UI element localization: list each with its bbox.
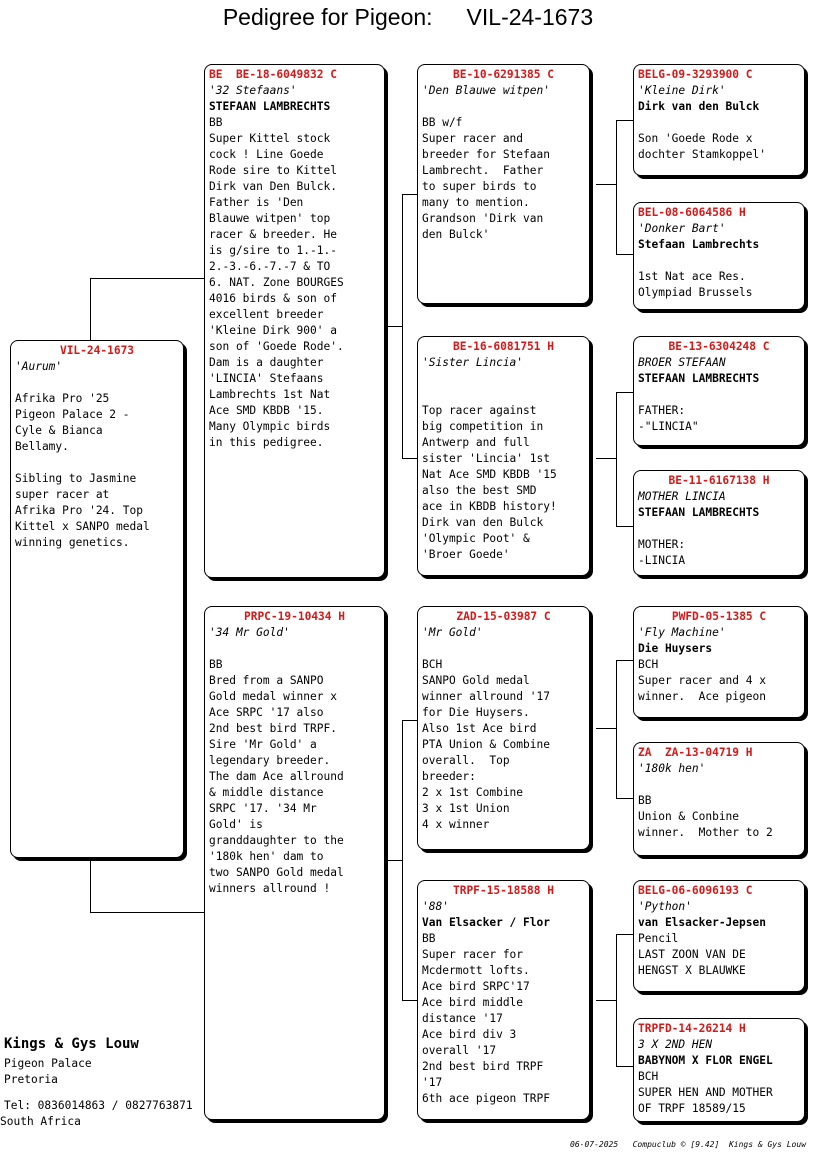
pigeon-name: 'Mr Gold' xyxy=(422,626,483,639)
connector xyxy=(90,858,91,912)
connector xyxy=(402,1000,418,1001)
connector xyxy=(616,660,617,798)
connector xyxy=(596,1000,616,1001)
sire-sire-card xyxy=(417,64,590,304)
sire-card xyxy=(204,64,385,578)
ring-number: BE-13-6304248 C xyxy=(668,340,770,353)
breeder-name: STEFAAN LAMBRECHTS xyxy=(209,100,331,113)
connector xyxy=(596,184,616,185)
sdd-card xyxy=(633,470,805,576)
owner-phone: Tel: 0836014863 / 0827763871 xyxy=(4,1099,193,1112)
dam-card xyxy=(204,606,385,1120)
pigeon-notes: Son 'Goede Rode x dochter Stamkoppel' xyxy=(638,132,766,161)
pigeon-name: 'Aurum' xyxy=(15,360,63,373)
connector xyxy=(385,326,403,327)
ring-number: VIL-24-1673 xyxy=(59,344,135,357)
ddd-card xyxy=(633,1018,805,1122)
pigeon-name: '88' xyxy=(422,900,449,913)
connector xyxy=(616,934,634,935)
owner-info xyxy=(0,1034,193,1130)
connector xyxy=(616,392,617,526)
breeder-name: Die Huysers xyxy=(638,642,713,655)
sds-card xyxy=(633,336,805,446)
connector xyxy=(616,254,634,255)
ring-number: ZA ZA-13-04719 H xyxy=(638,746,753,759)
connector xyxy=(402,458,418,459)
title-label: Pedigree for Pigeon: xyxy=(222,4,433,30)
pigeon-notes: BB Union & Conbine winner. Mother to 2 xyxy=(638,794,773,839)
pigeon-name: 'Sister Lincia' xyxy=(422,356,524,369)
breeder-name: BABYNOM X FLOR ENGEL xyxy=(638,1054,773,1067)
connector xyxy=(90,278,204,279)
page-title xyxy=(0,4,816,31)
pigeon-notes: Pencil LAST ZOON VAN DE HENGST X BLAUWKE xyxy=(638,932,746,977)
connector xyxy=(402,720,403,1000)
ring-number: TRPFD-14-26214 H xyxy=(638,1022,746,1035)
connector xyxy=(616,1066,634,1067)
pigeon-name: 'Donker Bart' xyxy=(638,222,726,235)
breeder-name: STEFAAN LAMBRECHTS xyxy=(638,372,760,385)
dds-card xyxy=(633,880,805,992)
pigeon-name: 'Python' xyxy=(638,900,692,913)
pigeon-notes: MOTHER: -LINCIA xyxy=(638,538,686,567)
pigeon-notes: 1st Nat ace Res. Olympiad Brussels xyxy=(638,270,753,299)
pigeon-notes: BCH SUPER HEN AND MOTHER OF TRPF 18589/15 xyxy=(638,1070,773,1115)
pigeon-name: 'Kleine Dirk' xyxy=(638,84,726,97)
pigeon-name: 'Fly Machine' xyxy=(638,626,726,639)
connector xyxy=(616,120,634,121)
owner-name: Kings & Gys Louw xyxy=(4,1036,139,1052)
ring-number: ZAD-15-03987 C xyxy=(456,610,551,623)
breeder-name: Stefaan Lambrechts xyxy=(638,238,760,251)
dsd-card xyxy=(633,742,805,856)
connector xyxy=(385,860,403,861)
pigeon-notes: BCH Super racer and 4 x winner. Ace pigeon xyxy=(638,658,766,703)
ring-number: BELG-09-3293900 C xyxy=(638,68,753,81)
connector xyxy=(616,120,617,254)
pigeon-notes: Top racer against big competition in Antwerp and full sister 'Lincia' 1st Nat Ace SMD KBDB '15 also the best SMD ace in KBDB history! Dirk van den Bulck 'Olympic Poot' & 'Broer Goede' xyxy=(422,404,557,561)
connector xyxy=(402,720,418,721)
ring-number: BE BE-18-6049832 C xyxy=(209,68,337,81)
pigeon-name: 'Den Blauwe witpen' xyxy=(422,84,550,97)
title-ring: VIL-24-1673 xyxy=(466,4,594,30)
breeder-name: STEFAAN LAMBRECHTS xyxy=(638,506,760,519)
connector xyxy=(596,458,616,459)
dam-dam-card xyxy=(417,880,590,1120)
connector xyxy=(616,798,634,799)
pigeon-notes: BCH SANPO Gold medal winner allround '17 for Die Huysers. Also 1st Ace bird PTA Union & Combine overall. Top breeder: 2 x 1st Combine 3 x 1st Union 4 x winner xyxy=(422,658,550,831)
connector xyxy=(90,278,91,340)
connector xyxy=(596,728,616,729)
footer-credit: 06-07-2025 Compuclub © [9.42] Kings & Gys Louw xyxy=(570,1140,807,1149)
pigeon-notes: BB Bred from a SANPO Gold medal winner x Ace SRPC '17 also 2nd best bird TRPF. Sire 'Mr Gold' a legendary breeder. The dam Ace allround & middle distance SRPC '17. '34 Mr Gold' is granddaughter to the '180k hen' dam to two SANPO Gold medal winners allround ! xyxy=(209,658,344,895)
connector xyxy=(616,934,617,1066)
owner-city: Pretoria xyxy=(4,1073,58,1086)
subject-card xyxy=(10,340,184,858)
pigeon-notes: BB w/f Super racer and breeder for Stefaan Lambrecht. Father to super birds to many to mention. Grandson 'Dirk van den Bulck' xyxy=(422,116,550,241)
ring-number: BE-11-6167138 H xyxy=(668,474,770,487)
dam-sire-card xyxy=(417,606,590,850)
breeder-name: Van Elsacker / Flor xyxy=(422,916,550,929)
connector xyxy=(616,392,634,393)
owner-country: South Africa xyxy=(0,1115,81,1128)
pigeon-notes: Afrika Pro '25 Pigeon Palace 2 - Cyle & Bianca Bellamy. Sibling to Jasmine super racer at Afrika Pro '24. Top Kittel x SANPO medal winning genetics. xyxy=(15,392,150,549)
ring-number: BE-16-6081751 H xyxy=(452,340,555,353)
loft-name: Pigeon Palace xyxy=(4,1057,92,1070)
dss-card xyxy=(633,606,805,718)
pigeon-name: 3 X 2ND HEN xyxy=(638,1038,713,1051)
sire-dam-card xyxy=(417,336,590,576)
breeder-name: van Elsacker-Jepsen xyxy=(638,916,766,929)
ring-number: PWFD-05-1385 C xyxy=(671,610,767,623)
connector xyxy=(616,526,634,527)
pigeon-notes: FATHER: -"LINCIA" xyxy=(638,404,699,433)
connector xyxy=(616,660,634,661)
ring-number: BEL-08-6064586 H xyxy=(638,206,746,219)
ring-number: TRPF-15-18588 H xyxy=(452,884,555,897)
ring-number: BE-10-6291385 C xyxy=(452,68,555,81)
connector xyxy=(402,194,418,195)
pigeon-notes: BB Super racer for Mcdermott lofts. Ace bird SRPC'17 Ace bird middle distance '17 Ace bird div 3 overall '17 2nd best bird TRPF '17 6th ace pigeon TRPF xyxy=(422,932,550,1105)
sss-card xyxy=(633,64,805,176)
ring-number: BELG-06-6096193 C xyxy=(638,884,753,897)
connector xyxy=(402,194,403,458)
pigeon-name: '34 Mr Gold' xyxy=(209,626,290,639)
pigeon-name: BROER STEFAAN xyxy=(638,356,726,369)
pigeon-notes: BB Super Kittel stock cock ! Line Goede Rode sire to Kittel Dirk van Den Bulck. Father is 'Den Blauwe witpen' top racer & breeder. He is g/sire to 1.-1.- 2.-3.-6.-7.-7 & TO 6. NAT. Zone BOURGES 4016 birds & son of excellent breeder 'Kleine Dirk 900' a son of 'Goede Rode'. Dam is a daughter 'LINCIA' Stefaans Lambrechts 1st Nat Ace SMD KBDB '15. Many Olympic birds in this pedigree. xyxy=(209,116,344,449)
ring-number: PRPC-19-10434 H xyxy=(243,610,346,623)
ssd-card xyxy=(633,202,805,310)
pigeon-name: '180k hen' xyxy=(638,762,706,775)
pigeon-name: '32 Stefaans' xyxy=(209,84,297,97)
breeder-name: Dirk van den Bulck xyxy=(638,100,760,113)
connector xyxy=(90,912,204,913)
pigeon-name: MOTHER LINCIA xyxy=(638,490,726,503)
